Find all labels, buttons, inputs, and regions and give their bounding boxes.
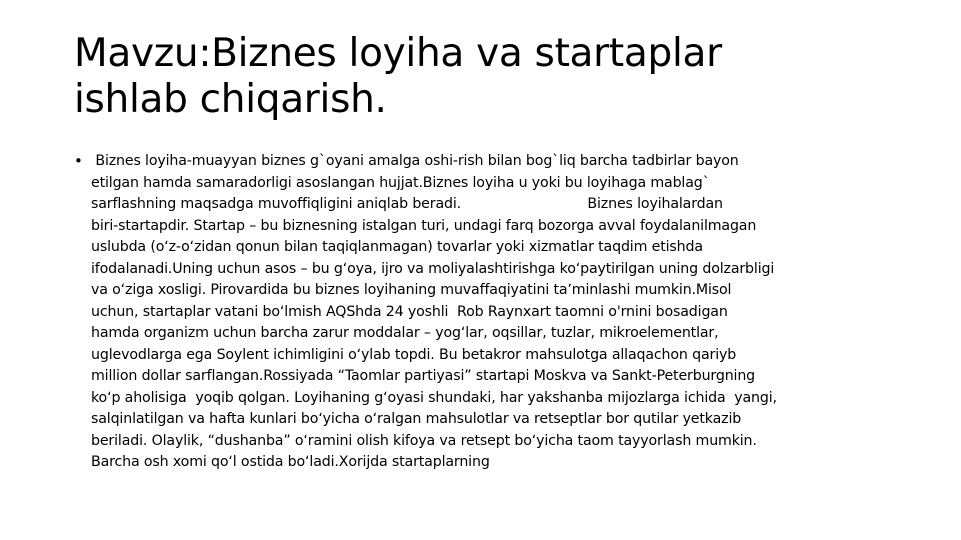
body-line: etilgan hamda samaradorligi asoslangan hujjat.Biznes loyiha u yoki bu loyihaga mablag` <box>91 174 710 191</box>
body-line: salqinlatilgan va hafta kunlari boʻyicha oʻralgan mahsulotlar va retseptlar bor qutilar yetkazib <box>91 411 742 427</box>
slide-title-line: ishlab chiqarish. <box>74 77 387 122</box>
body-line: uglevodlarga ega Soylent ichimligini oʻylab topdi. Bu betakror mahsulotga allaqachon qariyb <box>91 346 737 363</box>
body-line: biri-startapdir. Startap – bu biznesning istalgan turi, undagi farq bozorga avval foydalanilmagan <box>91 217 757 234</box>
body-line: hamda organizm uchun barcha zarur moddalar – yogʻlar, oqsillar, tuzlar, mikroelementlar, <box>91 325 719 341</box>
body-line: koʻp aholisiga yoqib qolgan. Loyihaning gʻoyasi shundaki, har yakshanba mijozlarga ichida yangi, <box>91 389 777 406</box>
body-line: uchun, startaplar vatani boʻlmish AQShda 24 yoshli Rob Raynxart taomni o'rnini bosadigan <box>91 303 728 320</box>
body-line: Barcha osh xomi qoʻl ostida boʻladi.Xorijda startaplarning <box>91 454 490 470</box>
bullet-item <box>74 151 889 474</box>
slide-body <box>74 151 889 474</box>
slide-title <box>74 31 894 123</box>
body-line: va oʻziga xosligi. Pirovardida bu biznes loyihaning muvaffaqiyatini taʼminlashi mumkin.Misol <box>91 282 732 298</box>
slide-title-line: Mavzu:Biznes loyiha va startaplar <box>74 31 722 76</box>
bullet-marker: • <box>74 152 83 170</box>
body-line: sarflashning maqsadga muvoffiqligini aniqlab beradi. Biznes loyihalardan <box>91 196 723 212</box>
body-line: uslubda (oʻz-oʻzidan qonun bilan taqiqlanmagan) tovarlar yoki xizmatlar taqdim etishda <box>91 239 703 255</box>
body-line: Biznes loyiha-muayyan biznes g`oyani amalga oshi-rish bilan bog`liq barcha tadbirlar bayon <box>91 153 739 169</box>
body-line: beriladi. Olaylik, “dushanba” oʻramini olish kifoya va retsept boʻyicha taom tayyorlash mumkin. <box>91 432 757 449</box>
body-line: million dollar sarflangan.Rossiyada “Taomlar partiyasi” startapi Moskva va Sankt-Peterburgning <box>91 368 756 384</box>
body-line: ifodalanadi.Uning uchun asos – bu gʻoya, ijro va moliyalashtirishga koʻpaytirilgan uning dolzarbligi <box>91 260 775 277</box>
bullet-text <box>91 151 889 474</box>
